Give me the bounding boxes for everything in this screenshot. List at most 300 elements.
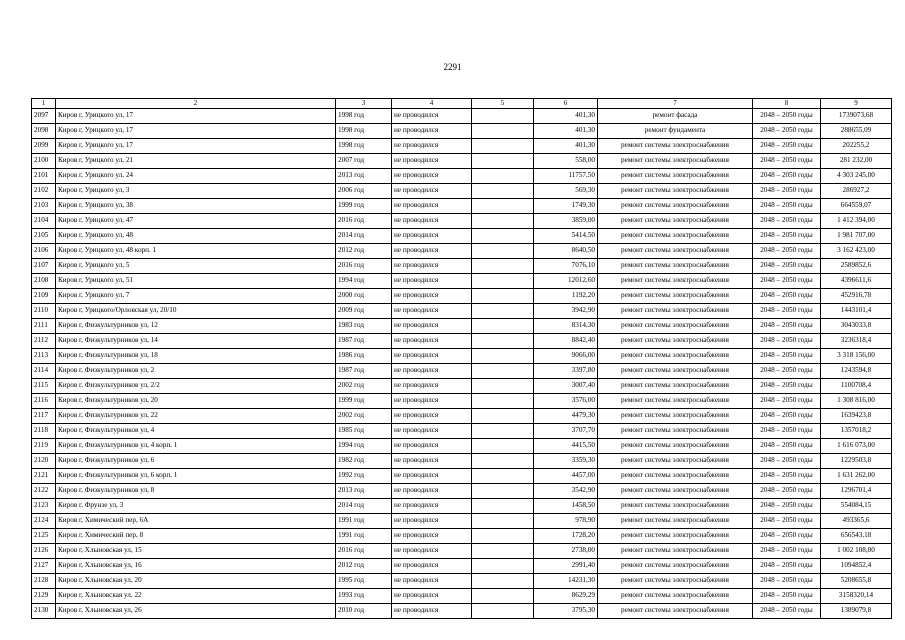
table-row: [32, 213, 892, 228]
cell-period: 2048 – 2050 годы: [753, 423, 821, 438]
cell-build-year: 2006 год: [336, 183, 392, 198]
cell-col-5: [472, 558, 534, 573]
cell-address: Киров г, Физкультурников ул, 2: [56, 363, 336, 378]
cell-build-year: 1994 год: [336, 273, 392, 288]
cell-col-5: [472, 198, 534, 213]
cell-period: 2048 – 2050 годы: [753, 393, 821, 408]
cell-area: 4415,50: [534, 438, 598, 453]
cell-last-repair: не проводился: [392, 528, 472, 543]
table-row: [32, 288, 892, 303]
cell-period: 2048 – 2050 годы: [753, 363, 821, 378]
cell-area: 11757,50: [534, 168, 598, 183]
cell-last-repair: не проводился: [392, 303, 472, 318]
cell-row-number: 2100: [32, 153, 56, 168]
cell-last-repair: не проводился: [392, 423, 472, 438]
cell-last-repair: не проводился: [392, 183, 472, 198]
cell-period: 2048 – 2050 годы: [753, 453, 821, 468]
cell-build-year: 1995 год: [336, 573, 392, 588]
cell-build-year: 2014 год: [336, 228, 392, 243]
table-row: [32, 108, 892, 123]
cell-col-5: [472, 498, 534, 513]
cell-cost: 1 981 707,00: [821, 228, 892, 243]
table-row: [32, 138, 892, 153]
cell-address: Киров г, Урицкого ул, 51: [56, 273, 336, 288]
cell-last-repair: не проводился: [392, 378, 472, 393]
column-header: 6: [534, 99, 598, 109]
cell-area: 14231,30: [534, 573, 598, 588]
cell-build-year: 1998 год: [336, 138, 392, 153]
cell-col-5: [472, 513, 534, 528]
cell-address: Киров г, Урицкого ул, 7: [56, 288, 336, 303]
cell-row-number: 2125: [32, 528, 56, 543]
cell-col-5: [472, 603, 534, 618]
cell-address: Киров г, Урицкого ул, 17: [56, 138, 336, 153]
cell-period: 2048 – 2050 годы: [753, 198, 821, 213]
cell-address: Киров г, Урицкого ул, 48 корп. 1: [56, 243, 336, 258]
cell-address: Киров г, Урицкого ул, 47: [56, 213, 336, 228]
cell-cost: 202255,2: [821, 138, 892, 153]
cell-col-5: [472, 333, 534, 348]
cell-col-5: [472, 123, 534, 138]
cell-row-number: 2113: [32, 348, 56, 363]
cell-period: 2048 – 2050 годы: [753, 483, 821, 498]
cell-row-number: 2102: [32, 183, 56, 198]
cell-col-5: [472, 483, 534, 498]
cell-build-year: 2009 год: [336, 303, 392, 318]
table-row: [32, 228, 892, 243]
cell-area: 1728,20: [534, 528, 598, 543]
cell-work-type: ремонт системы электроснабжения: [598, 348, 753, 363]
cell-address: Киров г, Фрунзе ул, 3: [56, 498, 336, 513]
cell-work-type: ремонт системы электроснабжения: [598, 138, 753, 153]
cell-col-5: [472, 423, 534, 438]
table-row: [32, 303, 892, 318]
cell-build-year: 2016 год: [336, 258, 392, 273]
table-row: [32, 198, 892, 213]
cell-col-5: [472, 318, 534, 333]
cell-work-type: ремонт системы электроснабжения: [598, 378, 753, 393]
cell-col-5: [472, 393, 534, 408]
cell-work-type: ремонт системы электроснабжения: [598, 198, 753, 213]
cell-build-year: 1982 год: [336, 453, 392, 468]
cell-area: 3576,00: [534, 393, 598, 408]
cell-area: 1458,50: [534, 498, 598, 513]
cell-col-5: [472, 438, 534, 453]
cell-row-number: 2105: [32, 228, 56, 243]
cell-cost: 288655,09: [821, 123, 892, 138]
cell-period: 2048 – 2050 годы: [753, 513, 821, 528]
cell-work-type: ремонт системы электроснабжения: [598, 333, 753, 348]
cell-area: 401,30: [534, 123, 598, 138]
cell-address: Киров г, Хлыновская ул, 20: [56, 573, 336, 588]
cell-last-repair: не проводился: [392, 108, 472, 123]
cell-period: 2048 – 2050 годы: [753, 258, 821, 273]
cell-period: 2048 – 2050 годы: [753, 318, 821, 333]
cell-row-number: 2104: [32, 213, 56, 228]
cell-last-repair: не проводился: [392, 438, 472, 453]
table-row: [32, 318, 892, 333]
cell-build-year: 1999 год: [336, 198, 392, 213]
cell-period: 2048 – 2050 годы: [753, 573, 821, 588]
cell-period: 2048 – 2050 годы: [753, 528, 821, 543]
table-row: [32, 273, 892, 288]
cell-last-repair: не проводился: [392, 408, 472, 423]
cell-build-year: 2016 год: [336, 543, 392, 558]
cell-build-year: 2012 год: [336, 558, 392, 573]
cell-cost: 1243594,8: [821, 363, 892, 378]
cell-period: 2048 – 2050 годы: [753, 378, 821, 393]
cell-work-type: ремонт системы электроснабжения: [598, 213, 753, 228]
cell-area: 3707,70: [534, 423, 598, 438]
cell-build-year: 2007 год: [336, 153, 392, 168]
cell-col-5: [472, 258, 534, 273]
cell-area: 3397,80: [534, 363, 598, 378]
cell-build-year: 1991 год: [336, 513, 392, 528]
table-row: [32, 603, 892, 618]
table-row: [32, 408, 892, 423]
cell-row-number: 2127: [32, 558, 56, 573]
column-header: 3: [336, 99, 392, 109]
cell-last-repair: не проводился: [392, 123, 472, 138]
cell-address: Киров г, Физкультурников ул, 18: [56, 348, 336, 363]
cell-col-5: [472, 453, 534, 468]
cell-last-repair: не проводился: [392, 348, 472, 363]
cell-work-type: ремонт системы электроснабжения: [598, 513, 753, 528]
cell-row-number: 2115: [32, 378, 56, 393]
cell-period: 2048 – 2050 годы: [753, 243, 821, 258]
cell-period: 2048 – 2050 годы: [753, 438, 821, 453]
cell-work-type: ремонт системы электроснабжения: [598, 528, 753, 543]
cell-period: 2048 – 2050 годы: [753, 348, 821, 363]
cell-address: Киров г, Физкультурников ул, 6 корп. 1: [56, 468, 336, 483]
cell-last-repair: не проводился: [392, 393, 472, 408]
cell-area: 8629,29: [534, 588, 598, 603]
cell-row-number: 2106: [32, 243, 56, 258]
table-header-row: [32, 99, 892, 109]
cell-build-year: 2013 год: [336, 168, 392, 183]
cell-area: 3359,30: [534, 453, 598, 468]
column-header: 1: [32, 99, 56, 109]
page-number: 2291: [443, 62, 462, 72]
cell-build-year: 1998 год: [336, 123, 392, 138]
cell-work-type: ремонт системы электроснабжения: [598, 438, 753, 453]
cell-address: Киров г, Урицкого ул, 24: [56, 168, 336, 183]
cell-address: Киров г, Физкультурников ул, 12: [56, 318, 336, 333]
cell-last-repair: не проводился: [392, 273, 472, 288]
cell-row-number: 2112: [32, 333, 56, 348]
table-row: [32, 513, 892, 528]
cell-col-5: [472, 243, 534, 258]
cell-area: 12012,60: [534, 273, 598, 288]
cell-address: Киров г, Физкультурников ул, 6: [56, 453, 336, 468]
cell-build-year: 2012 год: [336, 243, 392, 258]
cell-row-number: 2101: [32, 168, 56, 183]
cell-cost: 3 162 423,00: [821, 243, 892, 258]
cell-row-number: 2129: [32, 588, 56, 603]
cell-build-year: 1992 год: [336, 468, 392, 483]
cell-period: 2048 – 2050 годы: [753, 588, 821, 603]
cell-cost: 2589852,6: [821, 258, 892, 273]
cell-row-number: 2117: [32, 408, 56, 423]
table-row: [32, 588, 892, 603]
cell-cost: 5208655,8: [821, 573, 892, 588]
cell-row-number: 2110: [32, 303, 56, 318]
cell-address: Киров г, Урицкого ул, 17: [56, 123, 336, 138]
cell-address: Киров г, Урицкого ул, 48: [56, 228, 336, 243]
table-row: [32, 258, 892, 273]
cell-cost: 1 002 108,00: [821, 543, 892, 558]
cell-build-year: 2002 год: [336, 378, 392, 393]
cell-cost: 4396611,6: [821, 273, 892, 288]
cell-area: 558,00: [534, 153, 598, 168]
cell-build-year: 1993 год: [336, 588, 392, 603]
cell-area: 2738,00: [534, 543, 598, 558]
cell-row-number: 2122: [32, 483, 56, 498]
cell-build-year: 1987 год: [336, 333, 392, 348]
cell-period: 2048 – 2050 годы: [753, 183, 821, 198]
cell-period: 2048 – 2050 годы: [753, 303, 821, 318]
cell-row-number: 2118: [32, 423, 56, 438]
cell-col-5: [472, 168, 534, 183]
cell-col-5: [472, 528, 534, 543]
table-body: [32, 99, 892, 619]
cell-address: Киров г, Физкультурников ул, 4: [56, 423, 336, 438]
cell-address: Киров г, Хлыновская ул, 15: [56, 543, 336, 558]
cell-address: Киров г, Урицкого ул, 21: [56, 153, 336, 168]
table-row: [32, 393, 892, 408]
cell-work-type: ремонт системы электроснабжения: [598, 363, 753, 378]
cell-area: 3795,30: [534, 603, 598, 618]
cell-address: Киров г, Урицкого ул, 38: [56, 198, 336, 213]
cell-col-5: [472, 183, 534, 198]
cell-cost: 554084,15: [821, 498, 892, 513]
table-row: [32, 363, 892, 378]
cell-work-type: ремонт системы электроснабжения: [598, 288, 753, 303]
table-row: [32, 528, 892, 543]
cell-cost: 1229503,8: [821, 453, 892, 468]
cell-period: 2048 – 2050 годы: [753, 333, 821, 348]
cell-address: Киров г, Урицкого ул, 3: [56, 183, 336, 198]
cell-work-type: ремонт системы электроснабжения: [598, 243, 753, 258]
cell-cost: 452916,78: [821, 288, 892, 303]
cell-cost: 493365,6: [821, 513, 892, 528]
table-row: [32, 183, 892, 198]
cell-area: 8314,30: [534, 318, 598, 333]
cell-col-5: [472, 408, 534, 423]
cell-row-number: 2097: [32, 108, 56, 123]
cell-col-5: [472, 378, 534, 393]
cell-last-repair: не проводился: [392, 513, 472, 528]
cell-period: 2048 – 2050 годы: [753, 498, 821, 513]
cell-cost: 3 318 156,00: [821, 348, 892, 363]
cell-area: 401,30: [534, 108, 598, 123]
cell-row-number: 2121: [32, 468, 56, 483]
cell-address: Киров г, Хлыновская ул, 16: [56, 558, 336, 573]
cell-row-number: 2111: [32, 318, 56, 333]
cell-col-5: [472, 273, 534, 288]
cell-address: Киров г, Физкультурников ул, 22: [56, 408, 336, 423]
cell-period: 2048 – 2050 годы: [753, 558, 821, 573]
cell-cost: 1100708,4: [821, 378, 892, 393]
table-row: [32, 498, 892, 513]
cell-work-type: ремонт системы электроснабжения: [598, 423, 753, 438]
cell-period: 2048 – 2050 годы: [753, 468, 821, 483]
cell-cost: 1094852,4: [821, 558, 892, 573]
table-row: [32, 558, 892, 573]
table-row: [32, 573, 892, 588]
cell-address: Киров г, Хлыновская ул, 22: [56, 588, 336, 603]
cell-cost: 3043033,8: [821, 318, 892, 333]
cell-build-year: 1983 год: [336, 318, 392, 333]
cell-cost: 4 303 245,00: [821, 168, 892, 183]
cell-work-type: ремонт системы электроснабжения: [598, 303, 753, 318]
cell-area: 3859,00: [534, 213, 598, 228]
cell-work-type: ремонт системы электроснабжения: [598, 258, 753, 273]
cell-last-repair: не проводился: [392, 258, 472, 273]
cell-area: 3542,90: [534, 483, 598, 498]
cell-row-number: 2116: [32, 393, 56, 408]
cell-last-repair: не проводился: [392, 453, 472, 468]
column-header: 8: [753, 99, 821, 109]
cell-area: 5414,50: [534, 228, 598, 243]
cell-row-number: 2114: [32, 363, 56, 378]
cell-row-number: 2107: [32, 258, 56, 273]
cell-cost: 656543,18: [821, 528, 892, 543]
cell-address: Киров г, Хлыновская ул, 26: [56, 603, 336, 618]
cell-address: Киров г, Урицкого ул, 17: [56, 108, 336, 123]
cell-area: 978,90: [534, 513, 598, 528]
cell-row-number: 2128: [32, 573, 56, 588]
cell-cost: 1389079,8: [821, 603, 892, 618]
cell-work-type: ремонт системы электроснабжения: [598, 468, 753, 483]
cell-row-number: 2098: [32, 123, 56, 138]
column-header: 5: [472, 99, 534, 109]
cell-cost: 281 232,00: [821, 153, 892, 168]
cell-period: 2048 – 2050 годы: [753, 288, 821, 303]
cell-build-year: 1991 год: [336, 528, 392, 543]
cell-col-5: [472, 588, 534, 603]
cell-row-number: 2109: [32, 288, 56, 303]
cell-work-type: ремонт системы электроснабжения: [598, 603, 753, 618]
cell-cost: 3236318,4: [821, 333, 892, 348]
cell-build-year: 2002 год: [336, 408, 392, 423]
cell-last-repair: не проводился: [392, 498, 472, 513]
cell-build-year: 1994 год: [336, 438, 392, 453]
cell-work-type: ремонт системы электроснабжения: [598, 393, 753, 408]
cell-work-type: ремонт системы электроснабжения: [598, 183, 753, 198]
cell-build-year: 1987 год: [336, 363, 392, 378]
cell-period: 2048 – 2050 годы: [753, 228, 821, 243]
capital-repair-table: [31, 98, 892, 619]
cell-col-5: [472, 138, 534, 153]
cell-period: 2048 – 2050 годы: [753, 108, 821, 123]
cell-address: Киров г, Химический пер, 8: [56, 528, 336, 543]
cell-area: 9066,00: [534, 348, 598, 363]
cell-col-5: [472, 108, 534, 123]
cell-area: 3007,40: [534, 378, 598, 393]
cell-build-year: 1998 год: [336, 108, 392, 123]
table-row: [32, 243, 892, 258]
cell-address: Киров г, Физкультурников ул, 20: [56, 393, 336, 408]
cell-work-type: ремонт системы электроснабжения: [598, 318, 753, 333]
cell-period: 2048 – 2050 годы: [753, 138, 821, 153]
cell-row-number: 2130: [32, 603, 56, 618]
cell-work-type: ремонт системы электроснабжения: [598, 588, 753, 603]
cell-cost: 1443101,4: [821, 303, 892, 318]
table-row: [32, 468, 892, 483]
cell-col-5: [472, 153, 534, 168]
table-row: [32, 153, 892, 168]
cell-last-repair: не проводился: [392, 363, 472, 378]
cell-work-type: ремонт системы электроснабжения: [598, 228, 753, 243]
cell-row-number: 2123: [32, 498, 56, 513]
table-row: [32, 168, 892, 183]
cell-period: 2048 – 2050 годы: [753, 543, 821, 558]
cell-last-repair: не проводился: [392, 588, 472, 603]
table-row: [32, 333, 892, 348]
cell-address: Киров г, Урицкого/Орловская ул, 20/10: [56, 303, 336, 318]
cell-cost: 3158320,14: [821, 588, 892, 603]
cell-build-year: 2013 год: [336, 483, 392, 498]
cell-last-repair: не проводился: [392, 558, 472, 573]
cell-col-5: [472, 468, 534, 483]
cell-area: 8842,40: [534, 333, 598, 348]
cell-last-repair: не проводился: [392, 543, 472, 558]
cell-work-type: ремонт системы электроснабжения: [598, 273, 753, 288]
cell-cost: 1296701,4: [821, 483, 892, 498]
cell-last-repair: не проводился: [392, 318, 472, 333]
cell-last-repair: не проводился: [392, 603, 472, 618]
cell-last-repair: не проводился: [392, 198, 472, 213]
cell-build-year: 2014 год: [336, 498, 392, 513]
cell-area: 1192,20: [534, 288, 598, 303]
cell-cost: 1639423,8: [821, 408, 892, 423]
table-row: [32, 348, 892, 363]
cell-cost: 1357018,2: [821, 423, 892, 438]
cell-row-number: 2126: [32, 543, 56, 558]
cell-cost: 1 616 073,00: [821, 438, 892, 453]
cell-last-repair: не проводился: [392, 468, 472, 483]
cell-period: 2048 – 2050 годы: [753, 168, 821, 183]
cell-address: Киров г, Физкультурников ул, 2/2: [56, 378, 336, 393]
cell-period: 2048 – 2050 годы: [753, 273, 821, 288]
cell-build-year: 1985 год: [336, 423, 392, 438]
cell-work-type: ремонт системы электроснабжения: [598, 408, 753, 423]
cell-row-number: 2120: [32, 453, 56, 468]
cell-build-year: 1999 год: [336, 393, 392, 408]
cell-col-5: [472, 348, 534, 363]
cell-last-repair: не проводился: [392, 333, 472, 348]
table-row: [32, 423, 892, 438]
cell-area: 4457,00: [534, 468, 598, 483]
cell-area: 1749,30: [534, 198, 598, 213]
cell-last-repair: не проводился: [392, 168, 472, 183]
cell-col-5: [472, 213, 534, 228]
cell-period: 2048 – 2050 годы: [753, 603, 821, 618]
table-row: [32, 483, 892, 498]
cell-build-year: 2016 год: [336, 213, 392, 228]
cell-last-repair: не проводился: [392, 213, 472, 228]
cell-work-type: ремонт системы электроснабжения: [598, 483, 753, 498]
cell-address: Киров г, Химический пер, 6А: [56, 513, 336, 528]
cell-work-type: ремонт фундамента: [598, 123, 753, 138]
cell-work-type: ремонт системы электроснабжения: [598, 153, 753, 168]
table-row: [32, 378, 892, 393]
cell-area: 3942,90: [534, 303, 598, 318]
table-row: [32, 123, 892, 138]
cell-last-repair: не проводился: [392, 228, 472, 243]
cell-last-repair: не проводился: [392, 573, 472, 588]
